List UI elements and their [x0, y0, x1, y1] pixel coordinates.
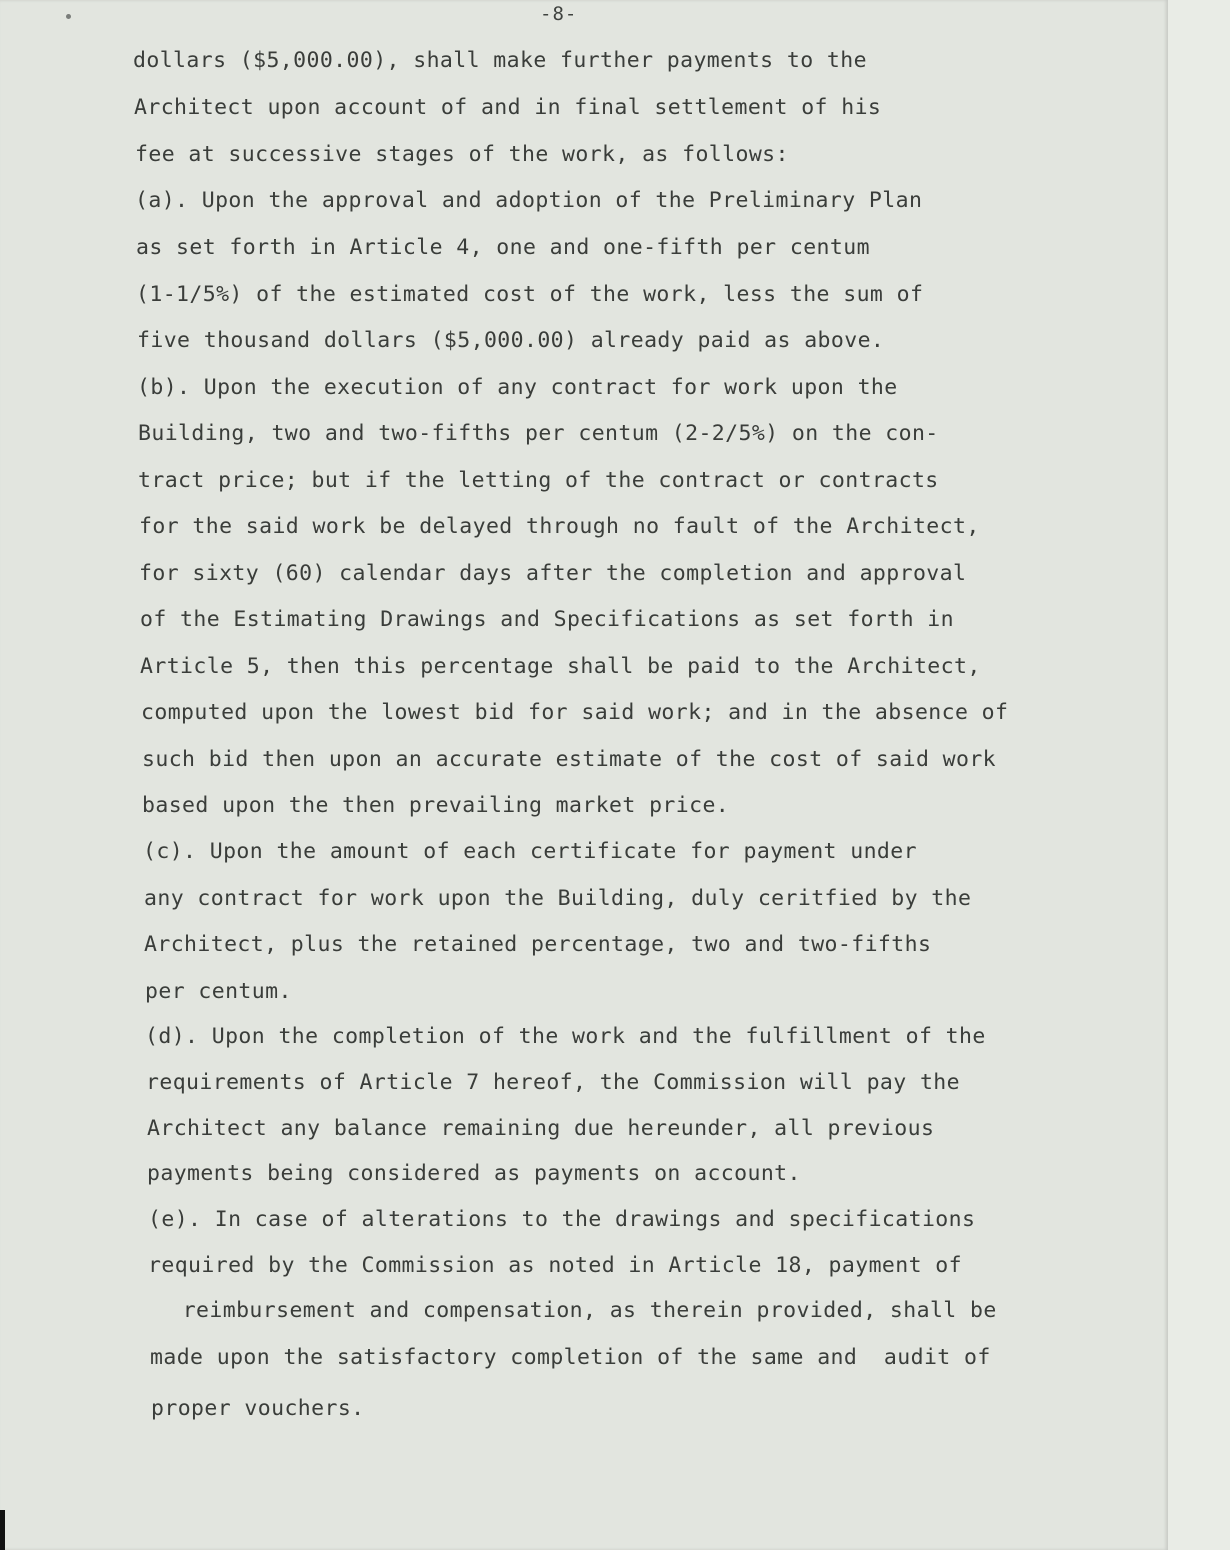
text-line: requirements of Article 7 hereof, the Commission will pay the	[146, 1070, 960, 1095]
text-line: such bid then upon an accurate estimate of the cost of said work	[142, 747, 997, 772]
text-line: five thousand dollars ($5,000.00) already paid as above.	[137, 328, 885, 353]
page-number: -8-	[540, 3, 578, 25]
page-edge	[1168, 0, 1230, 1550]
text-line: Architect, plus the retained percentage, two and two-fifths	[144, 932, 932, 957]
text-line: fee at successive stages of the work, as follows:	[135, 142, 789, 167]
ink-speck	[66, 14, 71, 19]
text-line: Architect any balance remaining due hereunder, all previous	[147, 1116, 935, 1141]
text-line: any contract for work upon the Building, duly ceritfied by the	[144, 886, 972, 911]
text-line: made upon the satisfactory completion of the same and audit of	[150, 1345, 991, 1370]
text-line: for the said work be delayed through no fault of the Architect,	[139, 514, 980, 539]
text-line: proper vouchers.	[151, 1396, 365, 1421]
text-line: as set forth in Article 4, one and one-fifth per centum	[136, 235, 870, 260]
text-line: (c). Upon the amount of each certificate for payment under	[143, 839, 917, 864]
text-line: dollars ($5,000.00), shall make further payments to the	[133, 48, 867, 73]
text-line: tract price; but if the letting of the contract or contracts	[138, 468, 939, 493]
text-line: (b). Upon the execution of any contract for work upon the	[137, 375, 898, 400]
text-line: (d). Upon the completion of the work and the fulfillment of the	[145, 1024, 986, 1049]
text-line: (a). Upon the approval and adoption of the Preliminary Plan	[135, 188, 923, 213]
text-line: (e). In case of alterations to the drawings and specifications	[148, 1207, 976, 1232]
text-line: of the Estimating Drawings and Specifications as set forth in	[140, 607, 954, 632]
text-line: Architect upon account of and in final settlement of his	[134, 95, 882, 120]
text-line: per centum.	[145, 979, 292, 1004]
text-line: computed upon the lowest bid for said work; and in the absence of	[141, 700, 1009, 725]
text-line: based upon the then prevailing market price.	[142, 793, 730, 818]
text-line: reimbursement and compensation, as therein provided, shall be	[156, 1298, 997, 1323]
scan-edge-mark	[0, 1510, 5, 1550]
text-line: (1-1/5%) of the estimated cost of the work, less the sum of	[136, 282, 924, 307]
text-line: for sixty (60) calendar days after the completion and approval	[139, 561, 967, 586]
text-line: Building, two and two-fifths per centum (2-2/5%) on the con-	[138, 421, 939, 446]
text-line: payments being considered as payments on account.	[147, 1161, 801, 1186]
text-line: Article 5, then this percentage shall be paid to the Architect,	[140, 654, 981, 679]
text-line: required by the Commission as noted in Article 18, payment of	[148, 1253, 962, 1278]
